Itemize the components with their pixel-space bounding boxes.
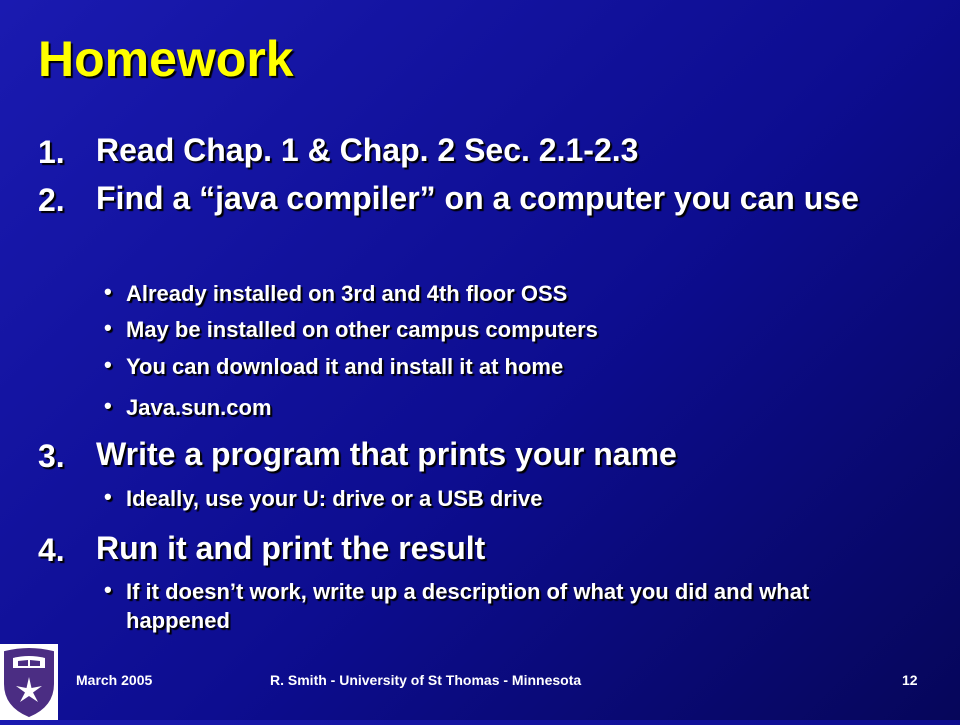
item-text-3: Write a program that prints your name bbox=[96, 436, 677, 472]
item-number-4: 4. bbox=[38, 532, 65, 568]
footer-page-number: 12 bbox=[902, 672, 918, 688]
bullet-text: Ideally, use your U: drive or a USB drive bbox=[126, 486, 543, 511]
slide-title: Homework bbox=[38, 31, 294, 87]
item-text-4: Run it and print the result bbox=[96, 530, 486, 566]
bullet-dot: • bbox=[104, 577, 112, 602]
bullet-dot: • bbox=[104, 279, 112, 304]
bullet-text: You can download it and install it at home bbox=[126, 354, 564, 379]
footer-center: R. Smith - University of St Thomas - Minnesota bbox=[270, 672, 582, 688]
bullet-dot: • bbox=[104, 484, 112, 509]
university-logo-icon bbox=[0, 644, 58, 720]
item-text-1: Read Chap. 1 & Chap. 2 Sec. 2.1-2.3 bbox=[96, 132, 639, 168]
item-text-2: Find a “java compiler” on a computer you can use bbox=[96, 180, 859, 216]
item-number-3: 3. bbox=[38, 438, 65, 474]
bullet-text: Java.sun.com bbox=[126, 395, 272, 420]
bullet-text: If it doesn’t work, write up a description of what you did and what happened bbox=[126, 579, 810, 633]
item-number-1: 1. bbox=[38, 134, 65, 170]
bullet-text: Already installed on 3rd and 4th floor OSS bbox=[126, 281, 568, 306]
bullet-text: May be installed on other campus computers bbox=[126, 317, 598, 342]
shield-icon bbox=[0, 644, 58, 720]
bullet-dot: • bbox=[104, 393, 112, 418]
bullet-dot: • bbox=[104, 315, 112, 340]
item-number-2: 2. bbox=[38, 182, 65, 218]
bullet-dot: • bbox=[104, 352, 112, 377]
footer-date: March 2005 bbox=[76, 672, 153, 688]
